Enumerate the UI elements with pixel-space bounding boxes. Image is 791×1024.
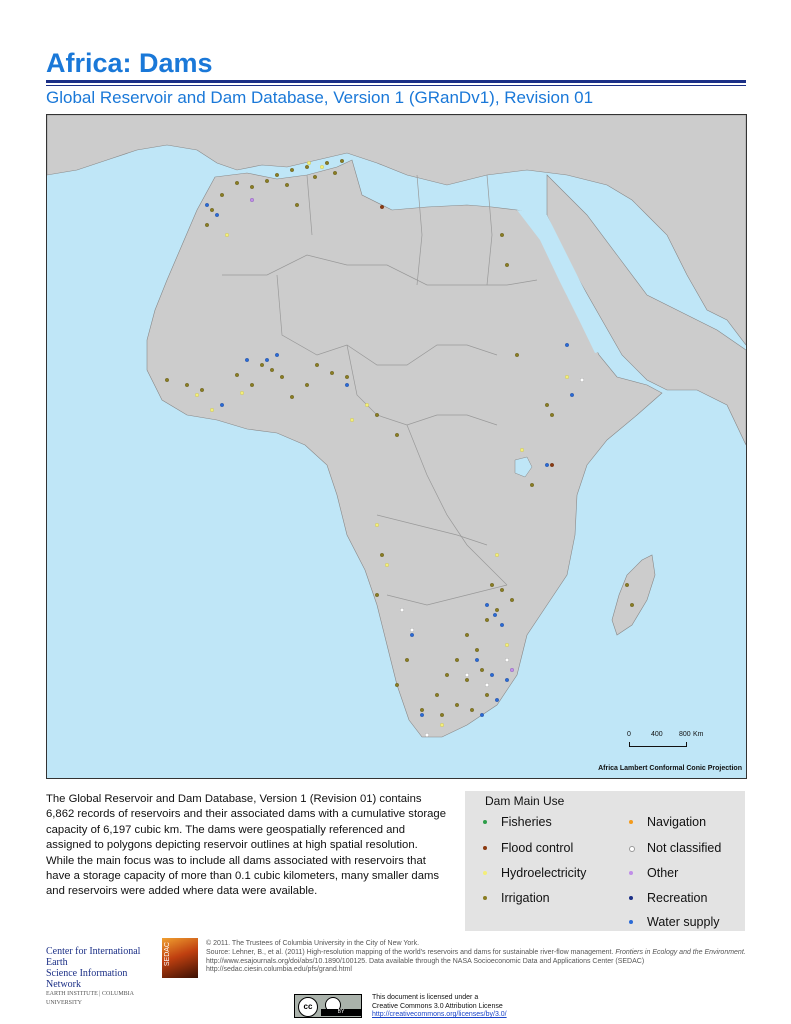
scale-label-0: 0 (627, 731, 631, 738)
scale-bar (627, 731, 727, 761)
license-line-2: Creative Commons 3.0 Attribution License (372, 1002, 503, 1010)
legend-label: Irrigation (501, 891, 550, 905)
by-label: BY (321, 1009, 361, 1016)
recreation-dot-icon (629, 896, 633, 900)
sedac-label: SEDAC (164, 942, 171, 967)
legend-label: Flood control (501, 841, 574, 855)
water-supply-dot-icon (629, 920, 633, 924)
africa-map (47, 115, 746, 778)
legend-label: Water supply (647, 915, 720, 929)
copyright-line: © 2011. The Trustees of Columbia University in the City of New York. (206, 940, 420, 947)
description-text: The Global Reservoir and Dam Database, Version 1 (Revision 01) contains 6,862 records of reservoirs and their associated dams with a cumulative storage capacity of 6,197 cubic km. The dams were geospatially referenced and assigned to polygons depicting reservoir outlines at high spatial resolution. While the main focus was to include all dams associated with reservoirs that have a storage capacity of more than 0.1 cubic kilometers, many smaller dams and reservoirs were added where data were available. (46, 793, 446, 898)
fisheries-dot-icon (483, 820, 487, 824)
hydroelectricity-dot-icon (483, 871, 487, 875)
source-url[interactable]: http://www.esajournals.org/doi/abs/10.1890/100125. Data available through the NASA Socioeconomic Data and Applications Center (SEDAC) http://sedac.ciesin.columbia.edu/pfs/grand.html (206, 957, 645, 974)
legend-label: Hydroelectricity (501, 866, 587, 880)
other-dot-icon (629, 871, 633, 875)
source-line (206, 949, 746, 975)
map-title: Africa: Dams (46, 48, 213, 78)
legend-label: Not classified (647, 841, 722, 855)
scale-label-800: 800 (679, 731, 691, 738)
credits-block (206, 940, 746, 975)
map-subtitle: Global Reservoir and Dam Database, Version 1 (GRanDv1), Revision 01 (46, 88, 594, 107)
title-rule (46, 80, 746, 83)
title-rule-thin (46, 85, 746, 86)
legend-label: Other (647, 866, 679, 880)
scale-label-400: 400 (651, 731, 663, 738)
license-line-1: This document is licensed under a (372, 994, 479, 1001)
irrigation-dot-icon (483, 896, 487, 900)
scale-bar-line (629, 742, 687, 747)
navigation-dot-icon (629, 820, 633, 824)
legend-label: Recreation (647, 891, 708, 905)
cc-icon: cc (298, 997, 318, 1017)
ciesin-line-2: Science Information Network (46, 968, 128, 990)
source-journal: Frontiers in Ecology and the Environment. (615, 948, 746, 956)
license-url-link[interactable]: http://creativecommons.org/licenses/by/3.0/ (372, 1011, 507, 1019)
ciesin-line-1: Center for International Earth (46, 946, 141, 968)
madagascar-land (612, 555, 655, 635)
source-citation: Source: Lehner, B., et al. (2011) High-resolution mapping of the world's reservoirs and dams for sustainable river-flow management. (206, 948, 614, 956)
license-text (372, 994, 552, 1020)
legend-label: Fisheries (501, 815, 552, 829)
not-classified-dot-icon (629, 846, 635, 852)
ciesin-logo[interactable] (46, 946, 158, 1008)
flood-control-dot-icon (483, 846, 487, 850)
legend-title: Dam Main Use (485, 794, 565, 808)
sedac-logo[interactable] (162, 938, 198, 978)
cc-by-badge[interactable] (294, 994, 362, 1018)
legend-panel (465, 791, 745, 931)
legend-label: Navigation (647, 815, 707, 829)
projection-note: Africa Lambert Conformal Conic Projection (598, 765, 742, 772)
scale-unit: Km (693, 731, 704, 738)
map-panel[interactable] (46, 114, 747, 779)
ciesin-line-3: EARTH INSTITUTE | COLUMBIA UNIVERSITY (46, 991, 134, 1006)
